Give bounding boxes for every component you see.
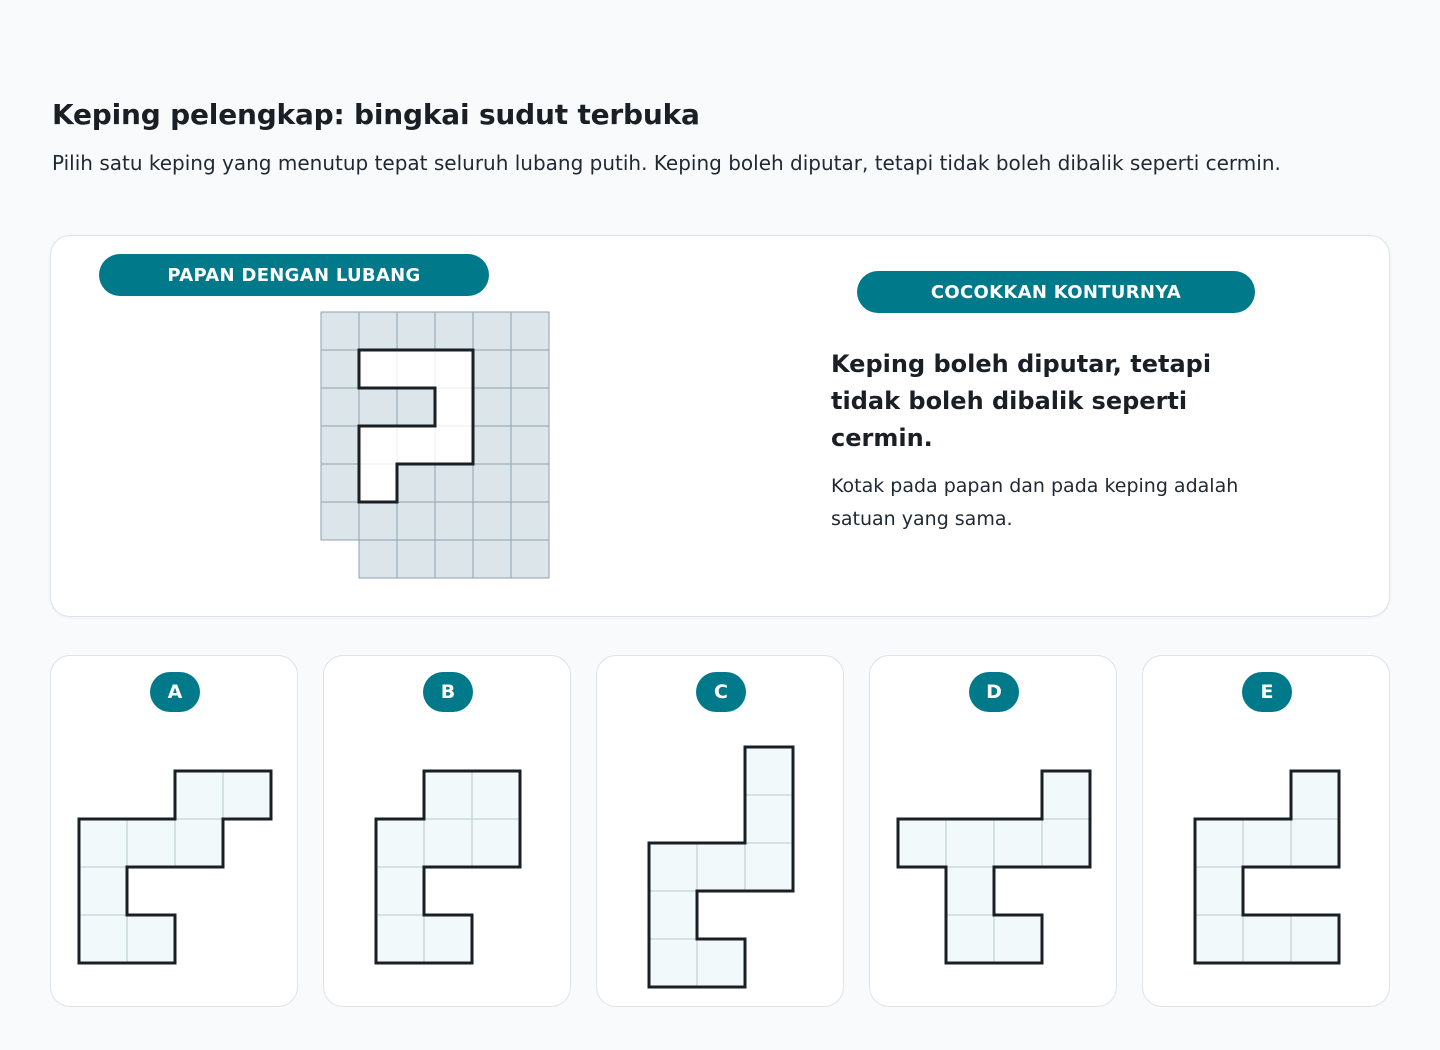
board-cell: [473, 388, 511, 426]
piece-c-cell: [745, 843, 793, 891]
piece-b-cell: [472, 771, 520, 819]
board-cell: [511, 388, 549, 426]
unit-note: Kotak pada papan dan pada keping adalah satuan yang sama.: [831, 475, 1239, 530]
board-cell: [321, 388, 359, 426]
hole-cell: [435, 350, 473, 388]
board-cell: [435, 464, 473, 502]
piece-d: [898, 771, 1090, 963]
piece-c-cell: [649, 843, 697, 891]
board-cell: [359, 540, 397, 578]
board-cell: [511, 540, 549, 578]
board-cell: [511, 350, 549, 388]
option-card-c[interactable]: [596, 655, 844, 1007]
piece-b-cell: [376, 819, 424, 867]
piece-d-cell: [946, 819, 994, 867]
hole-cell: [435, 388, 473, 426]
board-cell: [397, 540, 435, 578]
board-cell: [397, 502, 435, 540]
piece-e-cell: [1291, 915, 1339, 963]
board-cell: [359, 502, 397, 540]
piece-c-cell: [697, 843, 745, 891]
piece-b: [324, 656, 572, 1008]
piece-a: [79, 771, 271, 963]
piece-a-cell: [223, 771, 271, 819]
hole-cell: [397, 426, 435, 464]
piece-a-cell: [127, 819, 175, 867]
piece-b-cell: [472, 819, 520, 867]
hole-cell: [359, 426, 397, 464]
piece-d-cell: [898, 819, 946, 867]
board-cell: [321, 350, 359, 388]
hole-cell: [359, 464, 397, 502]
piece-a-cell: [175, 819, 223, 867]
piece-c: [597, 656, 845, 1008]
piece-b-cell: [376, 915, 424, 963]
hole-cell: [359, 350, 397, 388]
piece-e-cell: [1243, 915, 1291, 963]
board-cell: [435, 502, 473, 540]
piece-e-cell: [1195, 867, 1243, 915]
board-cell: [473, 540, 511, 578]
option-card-a[interactable]: [50, 655, 298, 1007]
option-card-e[interactable]: [1142, 655, 1390, 1007]
hole-cell: [397, 350, 435, 388]
piece-e-cell: [1291, 771, 1339, 819]
board-cell: [435, 312, 473, 350]
board-cell: [435, 540, 473, 578]
board-with-hole: [315, 308, 555, 584]
piece-d: [870, 656, 1118, 1008]
piece-a-cell: [79, 867, 127, 915]
option-badge: A: [150, 672, 200, 712]
piece-a-cell: [175, 771, 223, 819]
rotation-rule: Keping boleh diputar, tetapi tidak boleh dibalik seperti cermin.: [831, 350, 1212, 452]
piece-e-cell: [1243, 819, 1291, 867]
piece-c-cell: [745, 795, 793, 843]
board-cell: [397, 388, 435, 426]
piece-a-cell: [79, 819, 127, 867]
board-cell: [473, 426, 511, 464]
option-badge: C: [696, 672, 746, 712]
board-cell: [511, 502, 549, 540]
board-cell: [473, 312, 511, 350]
piece-a: [51, 656, 299, 1008]
option-badge: D: [969, 672, 1019, 712]
board-cell: [473, 350, 511, 388]
board-cell: [473, 502, 511, 540]
piece-d-cell: [994, 915, 1042, 963]
board-cell: [511, 312, 549, 350]
board-cell: [321, 502, 359, 540]
board-cell: [359, 312, 397, 350]
piece-c-cell: [649, 891, 697, 939]
board-cell: [511, 426, 549, 464]
board-label: PAPAN DENGAN LUBANG: [99, 254, 489, 296]
board-cell: [321, 464, 359, 502]
piece-b-cell: [424, 819, 472, 867]
match-label: COCOKKAN KONTURNYA: [857, 271, 1255, 313]
board-cell: [511, 464, 549, 502]
piece-d-cell: [946, 867, 994, 915]
piece-b-cell: [424, 771, 472, 819]
piece-c: [649, 747, 793, 987]
option-badge: E: [1242, 672, 1292, 712]
piece-c-cell: [649, 939, 697, 987]
board-cell: [359, 388, 397, 426]
piece-d-cell: [946, 915, 994, 963]
piece-d-cell: [994, 819, 1042, 867]
instructions: Pilih satu keping yang menutup tepat seluruh lubang putih. Keping boleh diputar, tetapi tidak boleh dibalik seperti cermin.: [52, 151, 1281, 175]
piece-d-cell: [1042, 819, 1090, 867]
option-card-b[interactable]: [323, 655, 571, 1007]
piece-c-cell: [697, 939, 745, 987]
board-cell: [397, 464, 435, 502]
puzzle-panel: [50, 235, 1390, 617]
board-cell: [473, 464, 511, 502]
piece-b-cell: [376, 867, 424, 915]
piece-e-cell: [1195, 819, 1243, 867]
piece-e: [1195, 771, 1339, 963]
piece-e: [1143, 656, 1391, 1008]
board-cell: [321, 426, 359, 464]
piece-c-cell: [745, 747, 793, 795]
piece-b: [376, 771, 520, 963]
option-card-d[interactable]: [869, 655, 1117, 1007]
piece-d-cell: [1042, 771, 1090, 819]
board-cell: [397, 312, 435, 350]
option-badge: B: [423, 672, 473, 712]
piece-b-cell: [424, 915, 472, 963]
board-cell: [321, 312, 359, 350]
piece-a-cell: [127, 915, 175, 963]
piece-a-cell: [79, 915, 127, 963]
hole-cell: [435, 426, 473, 464]
page-title: Keping pelengkap: bingkai sudut terbuka: [52, 98, 700, 131]
piece-e-cell: [1195, 915, 1243, 963]
piece-e-cell: [1291, 819, 1339, 867]
